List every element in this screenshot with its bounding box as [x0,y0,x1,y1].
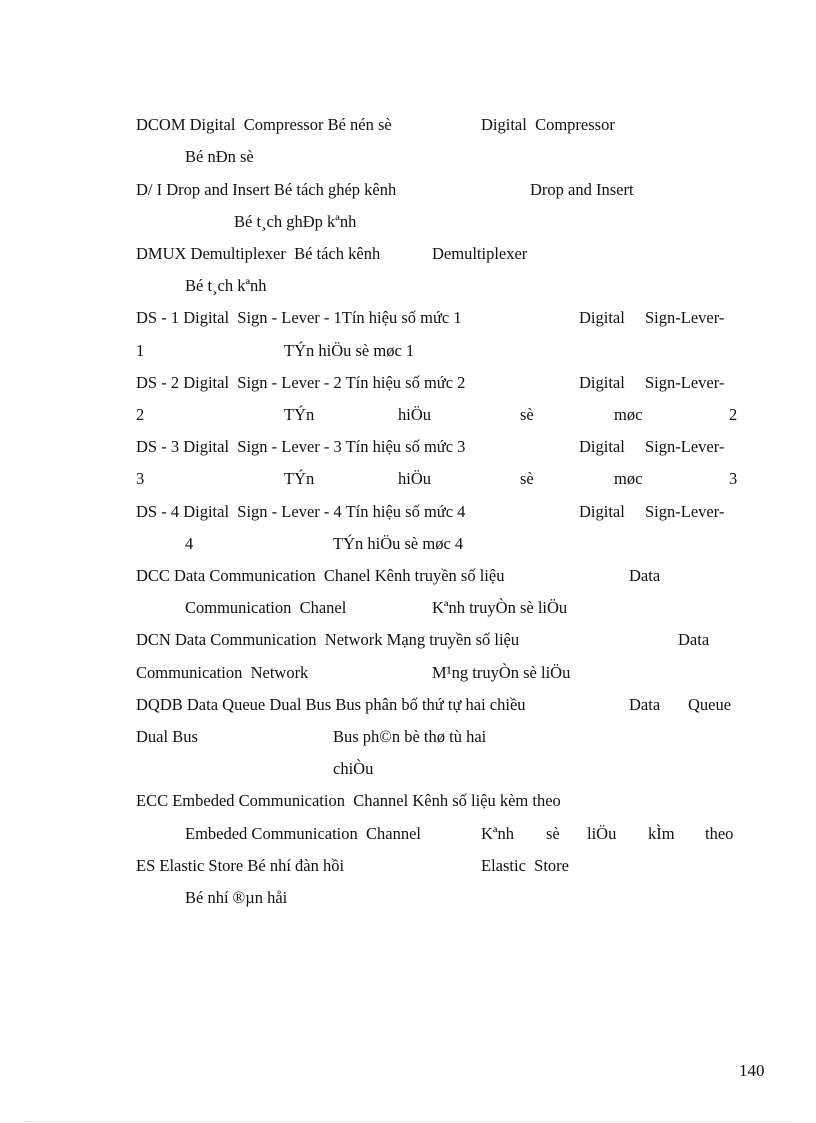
entry-ds2-english-1: Digital [579,373,625,392]
entry-ecc-translation-2: sè [546,824,560,843]
entry-di-term: D/ I Drop and Insert Bé tách ghép kênh [136,180,397,199]
entry-dcom-term: DCOM Digital Compressor Bé nén sè [136,115,392,134]
entry-ds4-translation: TÝn hiÖu sè møc 4 [333,534,464,553]
entry-ecc-translation-4: kÌm [648,824,675,843]
entry-dcom-english: Digital Compressor [481,115,615,134]
entry-ds3-english-1: Digital [579,437,625,456]
entry-ds1-translation: TÝn hiÖu sè møc 1 [284,341,415,360]
entry-dqdb-translation-2: chiÒu [333,759,374,778]
entry-ds1-english-3: 1 [136,341,145,360]
entry-ds2-english-3: 2 [136,405,145,424]
entry-es-english: Elastic Store [481,856,569,875]
entry-ds3-translation-4: møc [614,469,643,488]
entry-ds3-english-3: 3 [136,469,145,488]
entry-dqdb-term: DQDB Data Queue Dual Bus Bus phân bố thứ tự hai chiều [136,695,526,714]
entry-ecc-term: ECC Embeded Communication Channel Kênh số liệu kèm theo [136,791,561,810]
entry-ecc-translation-5: theo [705,824,734,843]
entry-ds1-english-2: Sign-Lever- [645,308,725,327]
entry-dcn-translation: M¹ng truyÒn sè liÖu [432,663,571,682]
entry-dmux-term: DMUX Demultiplexer Bé tách kênh [136,244,381,263]
entry-dqdb-translation-1: Bus ph©n bè thø tù hai [333,727,487,746]
entry-es-term: ES Elastic Store Bé nhí đàn hồi [136,856,345,875]
entry-ds3-english-2: Sign-Lever- [645,437,725,456]
entry-es-translation: Bé nhí ®µn håi [185,888,288,907]
entry-ecc-translation-1: Kªnh [481,824,514,843]
entry-ds4-english-2: Sign-Lever- [645,502,725,521]
entry-ds4-english-3: 4 [185,534,194,553]
entry-ds2-translation-1: TÝn [284,405,315,424]
entry-dmux-translation: Bé t¸ch kªnh [185,276,267,295]
page-bottom-rule [24,1121,792,1122]
entry-ds2-translation-5: 2 [729,405,738,424]
entry-ds3-term: DS - 3 Digital Sign - Lever - 3 Tín hiệu số mức 3 [136,437,466,456]
entry-di-translation: Bé t¸ch ghÐp kªnh [234,212,357,231]
entry-dcn-term: DCN Data Communication Network Mạng truyền số liệu [136,630,520,649]
entry-ds1-english-1: Digital [579,308,625,327]
entry-ds2-translation-4: møc [614,405,643,424]
entry-ecc-translation-3: liÖu [587,824,617,843]
entry-ds4-english-1: Digital [579,502,625,521]
entry-ds3-translation-5: 3 [729,469,738,488]
entry-dqdb-english-2: Queue [688,695,732,714]
entry-dcc-english-1: Data [629,566,661,585]
entry-dcn-english-1: Data [678,630,710,649]
entry-ds3-translation-1: TÝn [284,469,315,488]
entry-dcn-english-2: Communication Network [136,663,309,682]
entry-dqdb-english-3: Dual Bus [136,727,198,746]
entry-ds2-english-2: Sign-Lever- [645,373,725,392]
entry-dcom-translation: Bé nÐn sè [185,147,254,166]
entry-dcc-english-2: Communication Chanel [185,598,347,617]
entry-dmux-english: Demultiplexer [432,244,528,263]
entry-ds1-term: DS - 1 Digital Sign - Lever - 1Tín hiệu số mức 1 [136,308,462,327]
entry-dcc-term: DCC Data Communication Chanel Kênh truyền số liệu [136,566,505,585]
entry-ds3-translation-3: sè [520,469,534,488]
entry-ds3-translation-2: hiÖu [398,469,431,488]
entry-ecc-english: Embeded Communication Channel [185,824,421,843]
entry-dcc-translation: Kªnh truyÒn sè liÖu [432,598,568,617]
entry-ds2-term: DS - 2 Digital Sign - Lever - 2 Tín hiệu số mức 2 [136,373,466,392]
entry-ds2-translation-2: hiÖu [398,405,431,424]
entry-ds4-term: DS - 4 Digital Sign - Lever - 4 Tín hiệu số mức 4 [136,502,466,521]
page-number: 140 [739,1061,765,1080]
entry-di-english: Drop and Insert [530,180,634,199]
entry-dqdb-english-1: Data [629,695,661,714]
entry-ds2-translation-3: sè [520,405,534,424]
